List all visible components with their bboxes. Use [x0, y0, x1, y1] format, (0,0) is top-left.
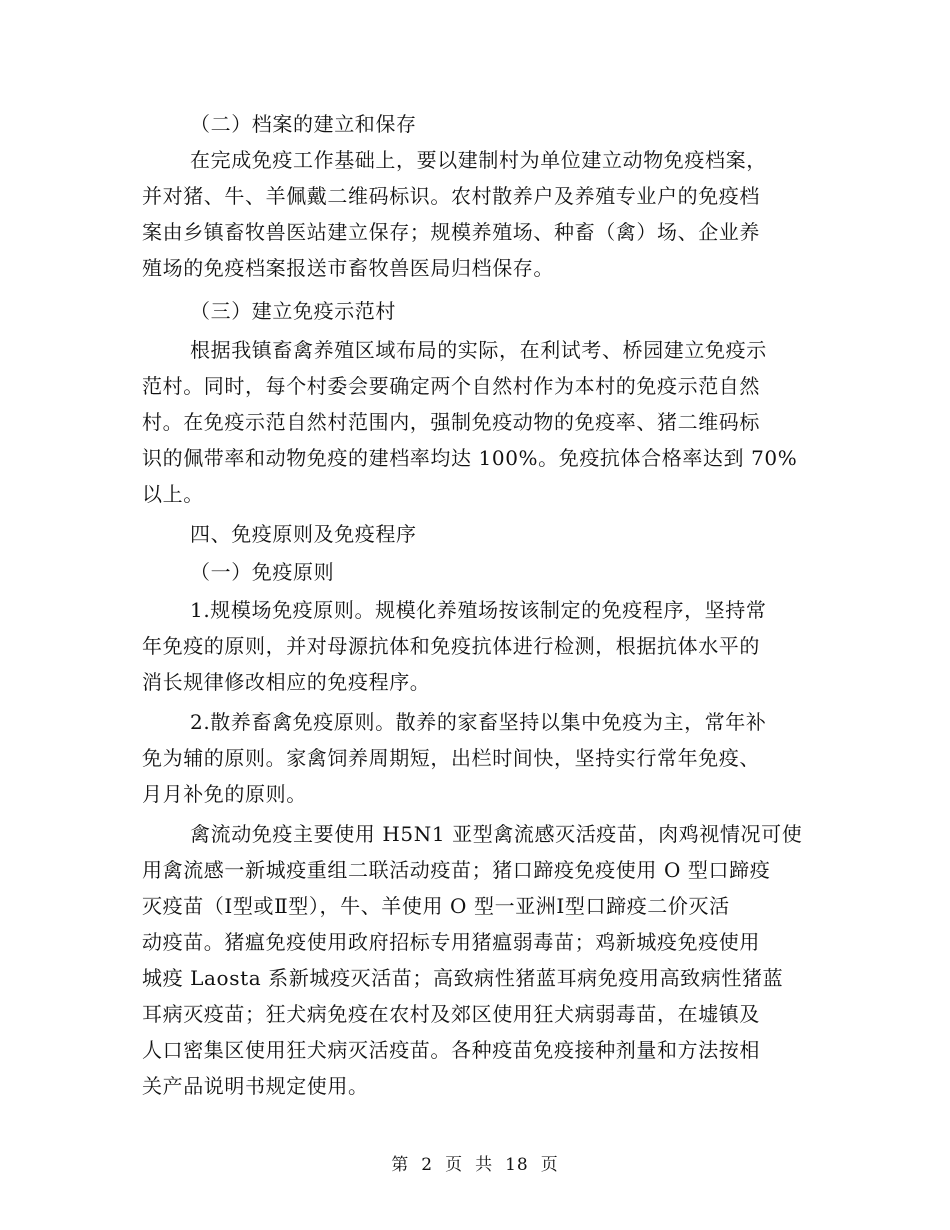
footer-suffix: 页 [540, 1155, 559, 1175]
paragraph-line: 在完成免疫工作基础上，要以建制村为单位建立动物免疫档案， [190, 148, 767, 172]
paragraph-line: 根据我镇畜禽养殖区域布局的实际，在利试考、桥园建立免疫示 [190, 338, 767, 362]
paragraph-line: 村。在免疫示范自然村范围内，强制免疫动物的免疫率、猪二维码标 [142, 410, 760, 434]
paragraph-line: 以上。 [142, 482, 204, 506]
paragraph-line: 用禽流感一新城疫重组二联活动疫苗；猪口蹄疫免疫使用 O 型口蹄疫 [142, 858, 771, 882]
paragraph-line: 灭疫苗（Ⅰ型或Ⅱ型），牛、羊使用 O 型一亚洲Ⅰ型口蹄疫二价灭活 [142, 894, 730, 918]
paragraph-line: 识的佩带率和动物免疫的建档率均达 100%。免疫抗体合格率达到 70% [142, 446, 798, 470]
paragraph-line: 月月补免的原则。 [142, 782, 307, 806]
paragraph-line: 案由乡镇畜牧兽医站建立保存；规模养殖场、种畜（禽）场、企业养 [142, 220, 760, 244]
footer-total-word: 共 [475, 1155, 494, 1175]
paragraph-line: 耳病灭疫苗；狂犬病免疫在农村及郊区使用狂犬病弱毒苗，在墟镇及 [142, 1002, 760, 1026]
page-footer [0, 1150, 950, 1175]
paragraph-line: 1.规模场免疫原则。规模化养殖场按该制定的免疫程序，坚持常 [190, 598, 767, 622]
paragraph-line: 消长规律修改相应的免疫程序。 [142, 670, 431, 694]
paragraph-line: 年免疫的原则，并对母源抗体和免疫抗体进行检测，根据抗体水平的 [142, 634, 760, 658]
paragraph-line: 2.散养畜禽免疫原则。散养的家畜坚持以集中免疫为主，常年补 [190, 710, 767, 734]
subsection-heading-principles: （一）免疫原则 [190, 560, 335, 584]
footer-page-word: 页 [445, 1155, 464, 1175]
paragraph-line: 城疫 Laosta 系新城疫灭活苗；高致病性猪蓝耳病免疫用高致病性猪蓝 [142, 966, 784, 990]
paragraph-line: 关产品说明书规定使用。 [142, 1074, 369, 1098]
paragraph-line: 动疫苗。猪瘟免疫使用政府招标专用猪瘟弱毒苗；鸡新城疫免疫使用 [142, 930, 760, 954]
paragraph-line: 并对猪、牛、羊佩戴二维码标识。农村散养户及养殖专业户的免疫档 [142, 184, 760, 208]
section-heading-principles: 四、免疫原则及免疫程序 [190, 522, 417, 546]
footer-total-pages: 18 [505, 1155, 529, 1175]
footer-prefix: 第 [391, 1155, 410, 1175]
footer-page-number: 2 [421, 1155, 434, 1175]
paragraph-line: 禽流动免疫主要使用 H5N1 亚型禽流感灭活疫苗，肉鸡视情况可使 [190, 822, 803, 846]
paragraph-line: 殖场的免疫档案报送市畜牧兽医局归档保存。 [142, 256, 554, 280]
paragraph-line: 免为辅的原则。家禽饲养周期短，出栏时间快，坚持实行常年免疫、 [142, 746, 760, 770]
section-heading-archives: （二）档案的建立和保存 [190, 112, 417, 136]
section-heading-demo-village: （三）建立免疫示范村 [190, 299, 396, 323]
paragraph-line: 人口密集区使用狂犬病灭活疫苗。各种疫苗免疫接种剂量和方法按相 [142, 1038, 760, 1062]
paragraph-line: 范村。同时，每个村委会要确定两个自然村作为本村的免疫示范自然 [142, 374, 760, 398]
